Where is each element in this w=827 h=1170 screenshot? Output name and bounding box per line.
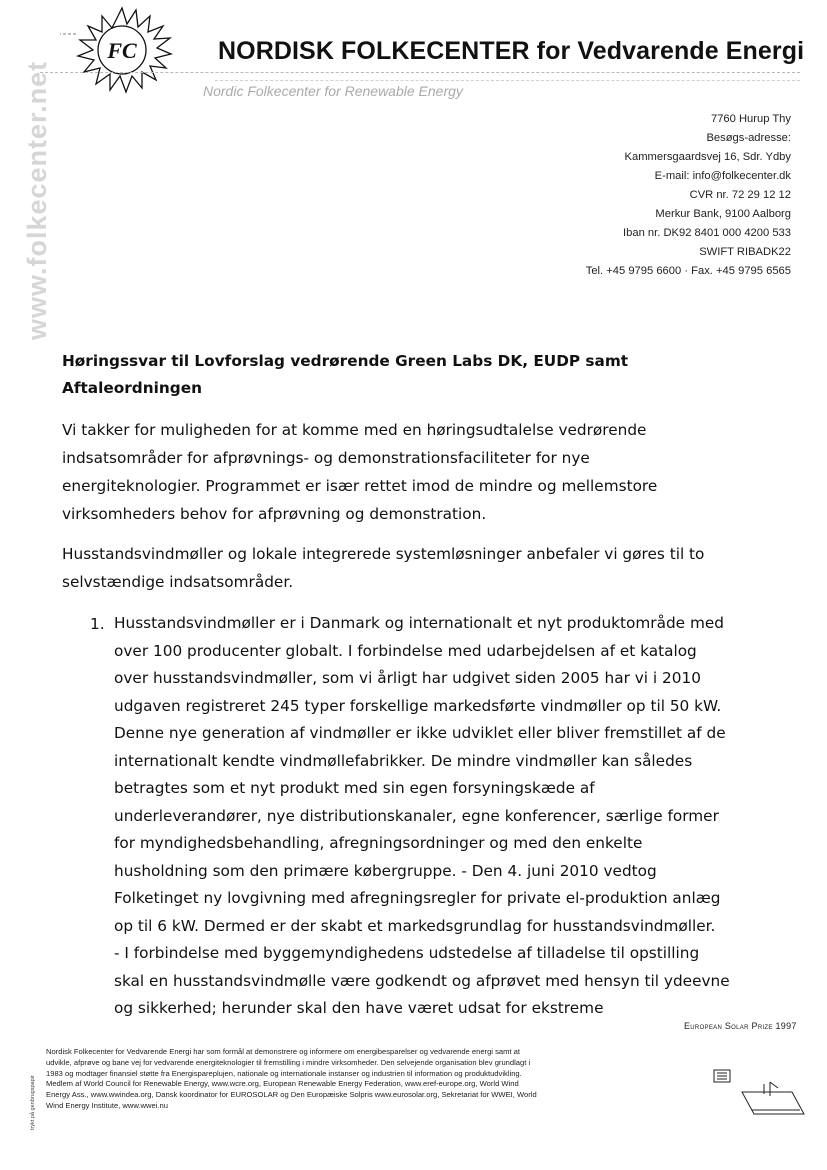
cvr-line: CVR nr. 72 29 12 12: [689, 189, 791, 201]
title-line: Høringssvar til Lovforslag vedrørende Green Labs DK, EUDP samt: [62, 352, 629, 370]
paragraph-intro: [62, 416, 762, 528]
vertical-website-watermark: www.folkecenter.net: [22, 60, 52, 340]
list-line: Denne nye generation af vindmøller er ikke udviklet eller bliver fremstillet af de: [114, 724, 726, 742]
paragraph-line: energiteknologier. Programmet er især rettet imod de mindre og mellemstore: [62, 477, 658, 495]
address-line: 7760 Hurup Thy: [710, 113, 791, 125]
list-line: husholdning som den primære købergruppe. - Den 4. juni 2010 vedtog: [114, 861, 657, 880]
list-line: op til 6 kW. Dermed er der skabt et markedsgrundlag for husstandsvindmøller.: [114, 916, 716, 935]
address-block: [461, 110, 791, 281]
footer-line: Energy Ass., www.wwindea.org, Dansk koordinator for EUROSOLAR og Den Europæiske Solpris www.eurosolar.org, Sekretariat for WWEI, World: [46, 1090, 537, 1100]
folkecenter-sun-logo: [50, 0, 200, 100]
document-title: [62, 348, 762, 402]
footer-line: udvikle, afprøve og bane vej for vedvarende energiteknologier til fremstilling i mindre virksomheder. Den selvejende organisation blev grundlagt i: [46, 1057, 531, 1067]
paragraph-line: selvstændige indsatsområder.: [62, 573, 294, 591]
header-rule-secondary: [215, 80, 800, 81]
list-line: underleverandører, nye distributionskanaler, egne konferencer, særlige former: [114, 806, 719, 825]
address-line: Besøgs-adresse:: [706, 132, 791, 144]
list-line: og sikkerhed; herunder skal den have været udsat for ekstreme: [114, 999, 604, 1017]
footer-line: 1983 og modtager finansiel støtte fra Energispareplujen, nationale og internationale instanser og industrien til information og produktudvikling.: [46, 1068, 522, 1078]
footer-line: Nordisk Folkecenter for Vedvarende Energi har som formål at demonstrere og informere om energibesparelser og vedvarende energi samt at: [46, 1047, 521, 1056]
phone-fax-line: Tel. +45 9795 6600 · Fax. +45 9795 6565: [585, 265, 791, 277]
list-line: betragtes som et nyt produkt med sin egen forsyningskæde af: [114, 779, 595, 797]
organization-subtitle: Nordic Folkecenter for Renewable Energy: [203, 83, 463, 99]
email-line: E-mail: info@folkecenter.dk: [654, 170, 791, 182]
list-line: Husstandsvindmøller er i Danmark og internationalt et nyt produktområde med: [114, 614, 724, 632]
list-line: udgaven registreret 245 typer forskellige markedsførte vindmøller op til 50 kW.: [114, 696, 722, 715]
footer-line: Medlem af World Council for Renewable Energy, www.wcre.org, European Renewable Energy Federation, www.eref-europe.org, World Wind: [46, 1079, 519, 1089]
list-line: skal en husstandsvindmølle være godkendt og afprøvet med hensyn til ydeevne: [114, 971, 730, 990]
list-line: over husstandsvindmøller, som vi årligt har udgivet siden 2005 har vi i 2010: [114, 669, 701, 687]
iban-line: Iban nr. DK92 8401 000 4200 533: [623, 227, 791, 239]
footer-description: [46, 1047, 686, 1112]
footer-emblem-logos: [712, 1062, 807, 1132]
list-line: Folketinget ny lovgivning med afregningsregler for private el-produktion anlæg: [114, 889, 721, 907]
footer-line: Wind Energy Institute, www.wwei.nu: [46, 1100, 168, 1110]
logo-monogram: FC: [107, 38, 137, 63]
paragraph-recommendation: [62, 540, 762, 596]
list-line: - I forbindelse med byggemyndighedens udstedelse af tilladelse til opstilling: [114, 944, 700, 962]
list-item-body: [114, 610, 764, 1023]
solar-prize-label: European Solar Prize 1997: [684, 1021, 797, 1031]
title-line: Aftaleordningen: [62, 379, 202, 397]
paragraph-line: Husstandsvindmøller og lokale integrerede systemløsninger anbefaler vi gøres til to: [62, 545, 705, 563]
organization-title: NORDISK FOLKECENTER for Vedvarende Energi: [218, 37, 805, 65]
paragraph-line: Vi takker for muligheden for at komme med en høringsudtalelse vedrørende: [62, 421, 647, 439]
address-line: Kammersgaardsvej 16, Sdr. Ydby: [624, 151, 791, 163]
list-line: internationalt kendte vindmøllefabrikker. De mindre vindmøller kan således: [114, 751, 693, 770]
paragraph-line: virksomheders behov for afprøvning og demonstration.: [62, 505, 487, 523]
swift-line: SWIFT RIBADK22: [699, 246, 791, 258]
paragraph-line: indsatsområder for afprøvnings- og demonstrationsfaciliteter for nye: [62, 449, 590, 467]
list-item-number: 1.: [90, 615, 105, 633]
header-rule: [40, 72, 800, 73]
bank-line: Merkur Bank, 9100 Aalborg: [655, 208, 791, 220]
list-line: for myndighedsbehandling, afregningsordninger og med den enkelte: [114, 834, 643, 852]
recycled-paper-note: trykt på genbrugspapir: [30, 1075, 36, 1130]
list-line: over 100 producenter globalt. I forbindelse med udarbejdelsen af et katalog: [114, 641, 697, 660]
